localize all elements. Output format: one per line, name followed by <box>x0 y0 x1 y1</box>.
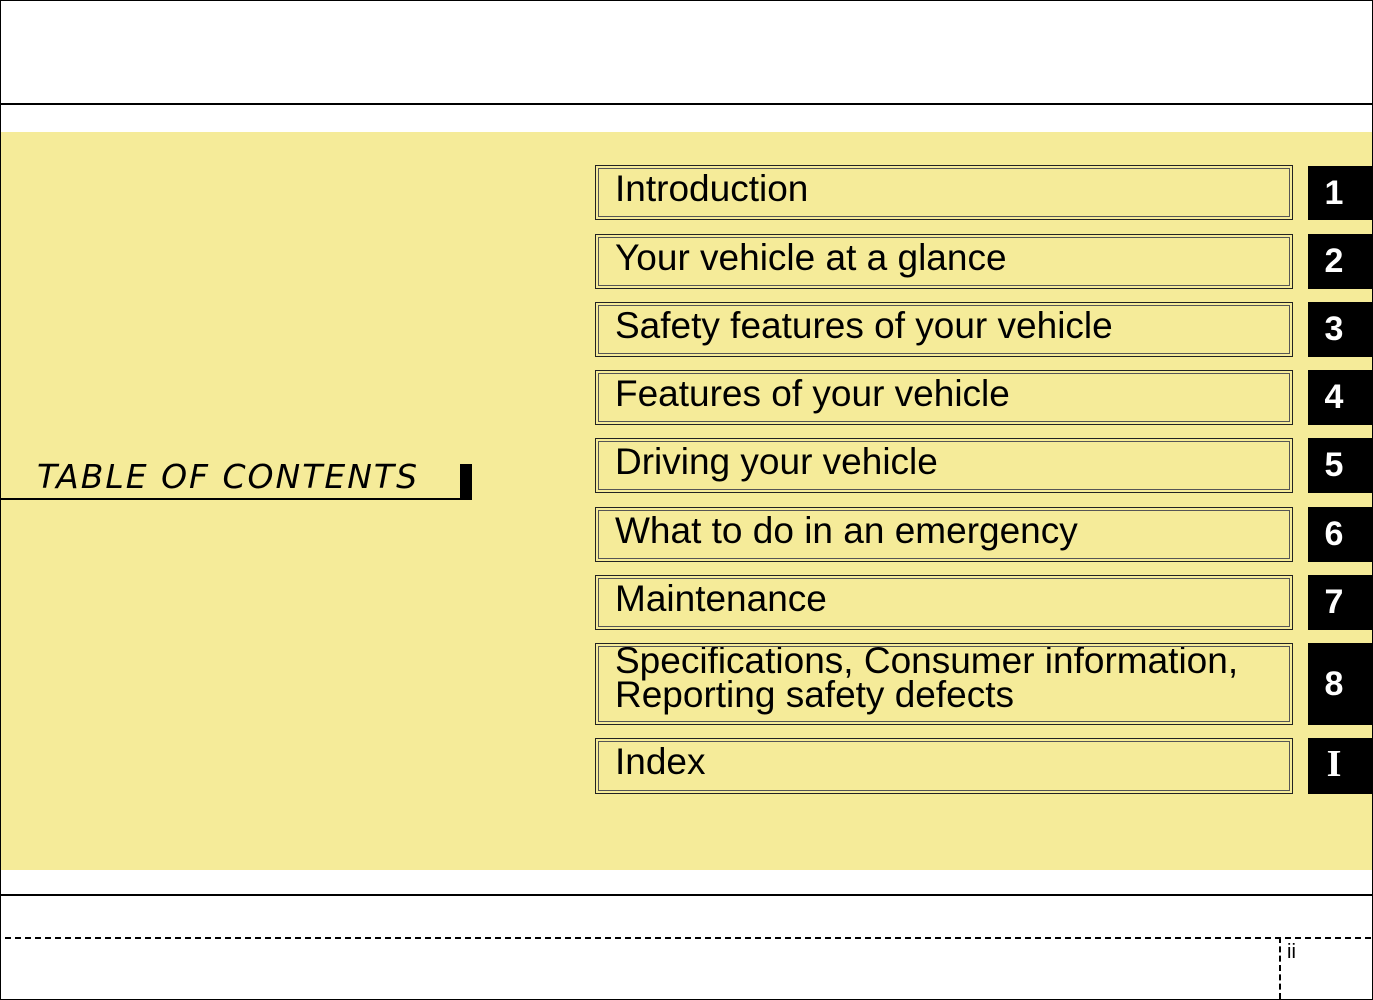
chapter-tab-index[interactable]: I <box>1308 738 1373 794</box>
page-title: TABLE OF CONTENTS <box>37 457 420 496</box>
bottom-rule <box>1 894 1372 896</box>
chapter-label: What to do in an emergency <box>615 510 1078 551</box>
chapter-label: Your vehicle at a glance <box>615 237 1007 278</box>
page-number: ii <box>1287 941 1296 963</box>
chapter-tab-5[interactable]: 5 <box>1308 438 1373 493</box>
chapter-label: Specifications, Consumer information, Reporting safety defects <box>615 640 1239 715</box>
title-underline <box>1 498 472 500</box>
chapter-label: Maintenance <box>615 578 827 619</box>
chapter-entry-index[interactable] <box>595 738 1293 794</box>
chapter-entry-features[interactable] <box>595 370 1293 425</box>
chapter-entry-driving[interactable] <box>595 438 1293 493</box>
chapter-tab-1[interactable]: 1 <box>1308 166 1373 220</box>
chapter-tab-6[interactable]: 6 <box>1308 507 1373 562</box>
chapter-label: Index <box>615 741 706 782</box>
chapter-entry-emergency[interactable] <box>595 507 1293 562</box>
chapter-tab-2[interactable]: 2 <box>1308 234 1373 289</box>
footer-dashed-divider <box>1279 937 1281 999</box>
chapter-label: Introduction <box>615 168 809 209</box>
chapter-label: Safety features of your vehicle <box>615 305 1113 346</box>
chapter-entry-vehicle-at-a-glance[interactable] <box>595 234 1293 289</box>
title-marker <box>460 464 472 500</box>
chapter-entry-specifications[interactable] <box>595 640 1293 725</box>
chapter-tab-3[interactable]: 3 <box>1308 302 1373 357</box>
chapter-label: Features of your vehicle <box>615 373 1010 414</box>
chapter-tab-8[interactable]: 8 <box>1308 643 1373 725</box>
chapter-tab-7[interactable]: 7 <box>1308 575 1373 630</box>
top-rule <box>1 103 1372 105</box>
chapter-tab-4[interactable]: 4 <box>1308 370 1373 425</box>
chapter-entry-maintenance[interactable] <box>595 575 1293 630</box>
footer-dashed-rule <box>5 937 1371 939</box>
chapter-entry-introduction[interactable] <box>595 165 1293 220</box>
chapter-entry-safety-features[interactable] <box>595 302 1293 357</box>
chapter-label: Driving your vehicle <box>615 441 938 482</box>
